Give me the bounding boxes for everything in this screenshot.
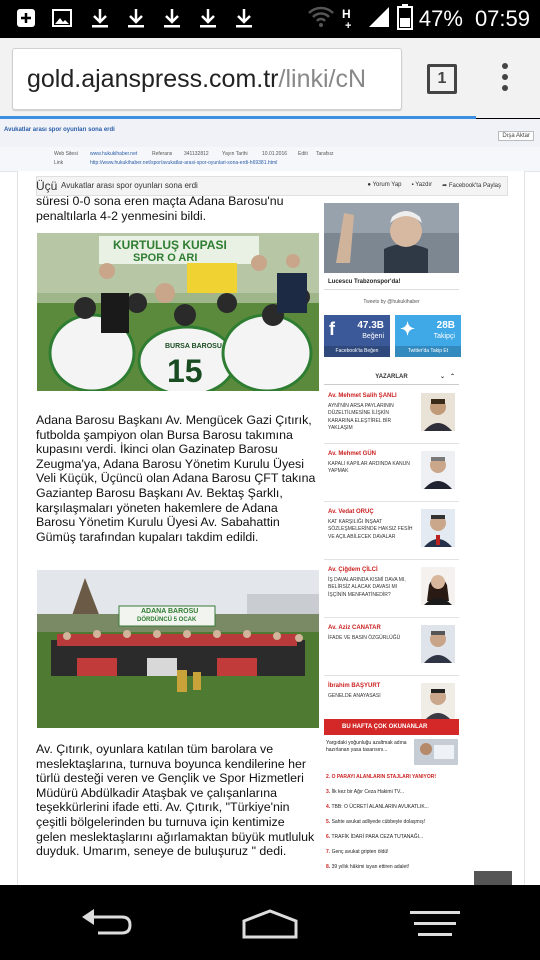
- article-title: Avukatlar arası spor oyunları sona erdi: [61, 181, 198, 190]
- article-paragraph-1: süresi 0-0 sona eren maçta Adana Barosu'nu penaltılarla 4-2 yenmesini bildi.: [36, 194, 284, 223]
- meta-bar: [0, 147, 540, 172]
- author-avatar: [421, 683, 455, 721]
- article-actions: [367, 182, 501, 189]
- header-strip: [0, 119, 540, 148]
- meta-link-label: Link: [54, 160, 64, 166]
- author-item[interactable]: İbrahim BAŞYURT GENELDE ANAYASASI: [324, 675, 459, 734]
- comment-action[interactable]: ● Yorum Yap: [367, 182, 402, 188]
- article-paragraph-3: Av. Çıtırık, oyunlara katılan tüm barolara ve meslektaşlarına, turnuva boyunca kendilerine her türlü desteği veren ve Gençlik ve Spor Hizmetleri Müdürü Abdülkadir Ataşbak ve çalışanlarına teşekkürlerini ifade etti. Av. Çıtırık, "Türkiye'nin çeşitli bölgelerinden bu turnuva için kentimize gelen meslektaşlarını ağırlamaktan büyük mutluluk duyduk. Umarım, seneye de buluşuruz " dedi.: [36, 742, 315, 859]
- meta-ref-value: 341132812: [184, 151, 209, 157]
- meta-web-label: Web Sitesi: [54, 151, 78, 157]
- meta-edit-label: Editi: [298, 151, 308, 157]
- battery-icon: [397, 4, 413, 35]
- meta-web-value[interactable]: www.hukukihaber.net: [90, 151, 138, 157]
- author-article-title[interactable]: KAT KARŞILIĞI İNŞAAT SÖZLEŞMELERİNDE HAKSIZ FESİH VE AÇILABİLECEK DAVALAR: [328, 519, 413, 540]
- download-icon: [88, 6, 112, 30]
- hplus-icon: [341, 5, 361, 34]
- home-icon[interactable]: [240, 909, 300, 939]
- tab-switcher-button[interactable]: 1: [427, 64, 457, 94]
- chevron-down-icon[interactable]: ⌄: [439, 374, 445, 380]
- download-icon: [232, 6, 256, 30]
- popular-item[interactable]: 2. O PARAYI ALANLARIN STAJLARI YANIYOR!: [326, 774, 437, 780]
- chevron-up-icon[interactable]: ⌃: [449, 374, 455, 380]
- sidebar-photo[interactable]: [324, 203, 459, 273]
- author-article-title[interactable]: GENELDE ANAYASASI: [328, 693, 381, 699]
- twitter-follow-button[interactable]: Twitter'da Takip Et: [395, 346, 461, 357]
- author-item[interactable]: Av. Aziz CANATAR İFADE VE BASIN ÖZGÜRLÜĞÜ: [324, 617, 459, 676]
- meta-link-value[interactable]: http://www.hukukihaber.net/spor/avukatlar-arasi-spor-oyunlari-sona-erdi-h69381.html: [90, 160, 278, 166]
- browser-toolbar: [0, 38, 540, 118]
- web-page: [0, 119, 540, 885]
- meta-edit-value: Tarafsız: [316, 151, 334, 157]
- popular-item[interactable]: 6. TRAFİK İDARİ PARA CEZA TUTANAĞI...: [326, 834, 424, 840]
- twitter-widget[interactable]: [395, 315, 461, 357]
- article-paragraph-2: Adana Barosu Başkanı Av. Mengücek Gazi Çıtırık, futbolda şampiyon olan Bursa Barosu takımına kupasını verdi. İkinci olan Gazinatep Barosu Zeugma'ya, Adana Barosu Yönetim Kurulu Üyesi Veli Küçük, Üçüncü olan Adana Barosu ÇFT takına Gaziantep Barosu Başkanı Av. Bektaş Şarklı, karşılaşmaları yöneten hakemlere de Adana Barosu Yönetim Kurulu Üyesi Av. Sabahattin Gümüş tarafından kupaları takdim edildi.: [36, 413, 316, 544]
- url-field[interactable]: [12, 48, 402, 110]
- author-avatar: [421, 393, 455, 431]
- scroll-to-top-button[interactable]: [474, 871, 512, 885]
- battery-percent: 47%: [418, 6, 463, 31]
- image-icon: [50, 6, 74, 30]
- article-photo-team: [37, 570, 319, 728]
- popular-item[interactable]: 7. Genç avukat gripten öldü!: [326, 849, 389, 855]
- download-icon: [160, 6, 184, 30]
- popular-thumbnail[interactable]: [414, 739, 458, 765]
- wifi-icon: [307, 6, 335, 33]
- overflow-menu-icon[interactable]: [496, 60, 514, 96]
- tweets-label[interactable]: Tweets by @hukukihaber: [363, 299, 420, 305]
- facebook-like-button[interactable]: Facebook'ta Beğen: [324, 346, 390, 357]
- author-item[interactable]: Av. Mehmet GÜN KAPALI KAPILAR ARDINDA KANUN YAPMAK: [324, 443, 459, 502]
- print-action[interactable]: ▪ Yazdır: [411, 182, 433, 188]
- popular-item[interactable]: 5. Sahte avukat adliyede cübbeyle dolaşmış!: [326, 819, 425, 825]
- facebook-count: 47.3B: [357, 320, 384, 331]
- navigation-bar: [0, 885, 540, 960]
- photo1-jersey-number: 15: [167, 353, 203, 389]
- popular-item[interactable]: 8. 39 yıllık hâkimi isyan ettiren adalet!: [326, 864, 410, 870]
- twitter-label: Takipçi: [433, 333, 455, 340]
- article-header: [36, 176, 508, 196]
- meta-date-label: Yayın Tarihi: [222, 151, 248, 157]
- popular-header: BU HAFTA ÇOK OKUNANLAR: [324, 719, 459, 735]
- author-article-title[interactable]: KAPALI KAPILAR ARDINDA KANUN YAPMAK: [328, 461, 410, 475]
- facebook-widget[interactable]: [324, 315, 390, 357]
- twitter-bird-icon: ✦: [400, 319, 416, 339]
- popular-intro[interactable]: Yargıdaki yoğunluğu azaltmak adına hazırlanan yasa tasarısını...: [326, 740, 407, 753]
- photo2-banner-text-2: DÖRDÜNCÜ 5 OCAK: [137, 617, 197, 623]
- twitter-count: 28B: [436, 320, 455, 331]
- author-item[interactable]: Av. Mehmet Salih ŞANLI AYNİ'NİN ARSA PAYLARININ DÜZELTİLMESİNE İLİŞKİN KARARINA ELEŞTİREL BİR YAKLAŞIM: [324, 385, 459, 444]
- popular-item[interactable]: 3. İlk kez bir Ağır Ceza Hakimi TV...: [326, 789, 405, 795]
- url-host: gold.ajanspress.com.tr: [27, 65, 279, 93]
- title-prefix: Üçü: [36, 179, 58, 193]
- meta-date-value: 10.01.2016: [262, 151, 288, 157]
- article-container: [17, 171, 525, 885]
- add-box-icon: [14, 6, 38, 30]
- facebook-icon: f: [329, 319, 335, 339]
- status-bar: [0, 0, 540, 38]
- clock: 07:59: [474, 6, 530, 31]
- facebook-label: Beğeni: [362, 333, 384, 340]
- meta-ref-label: Referans: [152, 151, 173, 157]
- svg-text:H: H: [341, 6, 351, 21]
- facebook-share-action[interactable]: ➦ Facebook'ta Paylaş: [442, 183, 501, 189]
- author-avatar: [421, 451, 455, 489]
- author-avatar: [421, 625, 455, 663]
- signal-icon: [367, 5, 391, 34]
- crumb-title[interactable]: Avukatlar arası spor oyunları sona erdi: [4, 127, 115, 133]
- export-button[interactable]: Dışa Aktar: [498, 131, 534, 141]
- author-article-title[interactable]: İFADE VE BASIN ÖZGÜRLÜĞÜ: [328, 635, 401, 641]
- author-avatar: [421, 509, 455, 547]
- svg-text:+: +: [344, 19, 352, 29]
- recent-apps-icon[interactable]: [410, 909, 460, 939]
- sidebar-caption[interactable]: Lucescu Trabzonspor'da!: [324, 274, 459, 290]
- download-icon: [196, 6, 220, 30]
- author-item[interactable]: Av. Vedat ORUÇ KAT KARŞILIĞI İNŞAAT SÖZLEŞMELERİNDE HAKSIZ FESİH VE AÇILABİLECEK DAVALAR: [324, 501, 459, 560]
- author-article-title[interactable]: İŞ DAVALARINDA KISMİ DAVA MI, BELİRSİZ ALACAK DAVASI MI İŞÇİNİN MENFAATİNEDİR?: [328, 577, 406, 598]
- url-path: /linki/cN: [278, 65, 367, 93]
- author-item[interactable]: Av. Çiğdem ÇİLCİ İŞ DAVALARINDA KISMİ DAVA MI, BELİRSİZ ALACAK DAVASI MI İŞÇİNİN MENFAATİNEDİR?: [324, 559, 459, 618]
- author-article-title[interactable]: AYNİ'NİN ARSA PAYLARININ DÜZELTİLMESİNE İLİŞKİN KARARINA ELEŞTİREL BİR YAKLAŞIM: [328, 403, 394, 432]
- photo1-banner-text-2: SPOR O ARI: [133, 252, 198, 264]
- photo1-banner-text: KURTULUŞ KUPASI: [113, 238, 227, 252]
- back-icon[interactable]: [78, 907, 134, 939]
- photo1-jersey-text: BURSA BAROSU: [165, 343, 222, 350]
- authors-header: YAZARLAR ⌄ ⌃: [324, 371, 459, 385]
- popular-item[interactable]: 4. TBB: O ÜCRETİ ALANLARIN AVUKATLIK...: [326, 804, 429, 810]
- download-icon: [124, 6, 148, 30]
- photo2-banner-text: ADANA BAROSU: [141, 608, 199, 615]
- author-avatar: [421, 567, 455, 605]
- article-photo-celebration: [37, 233, 319, 391]
